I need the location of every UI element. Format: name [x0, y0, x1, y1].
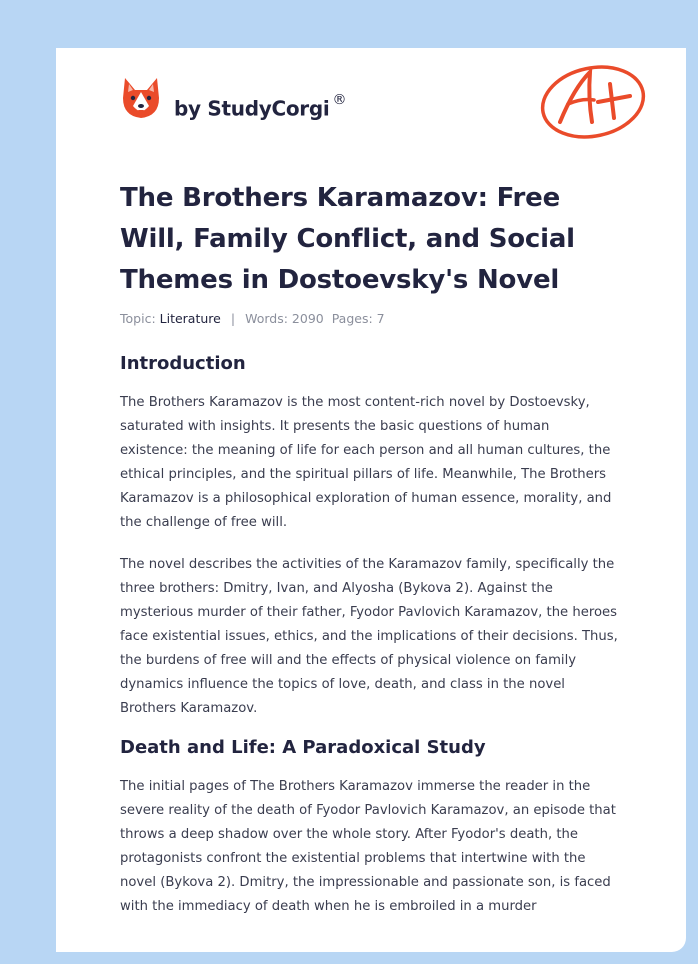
section-heading: Introduction — [120, 353, 246, 374]
topic-link[interactable]: Literature — [159, 311, 221, 326]
brand-name[interactable]: by StudyCorgi ® — [174, 92, 347, 121]
page-title: The Brothers Karamazov: Free Will, Family Conflict, and Social Themes in Dostoevsky's Novel — [120, 183, 575, 295]
a-plus-grade-icon — [538, 58, 650, 146]
corgi-logo-icon[interactable] — [121, 76, 161, 120]
paragraph: The Brothers Karamazov is the most content-rich novel by Dostoevsky, saturated with insights. It presents the basic questions of human existence: the meaning of life for each person and all human cultures, the ethical principles, and the spiritual pillars of life. Meanwhile, The Brothers Karamazov is a philosophical exploration of human essence, morality, and the challenge of free will. — [120, 395, 612, 530]
section-heading: Death and Life: A Paradoxical Study — [120, 737, 486, 758]
document-card — [56, 48, 686, 952]
document-meta: Topic: Literature | Words: 2090 Pages: 7 — [120, 311, 385, 326]
paragraph: The novel describes the activities of the Karamazov family, specifically the three brothers: Dmitry, Ivan, and Alyosha (Bykova 2). Against the mysterious murder of their father, Fyodor Pavlovich Karamazov, the heroes face existential issues, ethics, and the implications of their decisions. Thus, the burdens of free will and the effects of physical violence on family dynamics influence the topics of love, death, and class in the novel Brothers Karamazov. — [120, 557, 618, 716]
paragraph: The initial pages of The Brothers Karamazov immerse the reader in the severe reality of the death of Fyodor Pavlovich Karamazov, an episode that throws a deep shadow over the whole story. After Fyodor's death, the protagonists confront the existential problems that intertwine with the novel (Bykova 2). Dmitry, the impressionable and passionate son, is faced with the immediacy of death when he is embroiled in a murder — [120, 779, 616, 914]
